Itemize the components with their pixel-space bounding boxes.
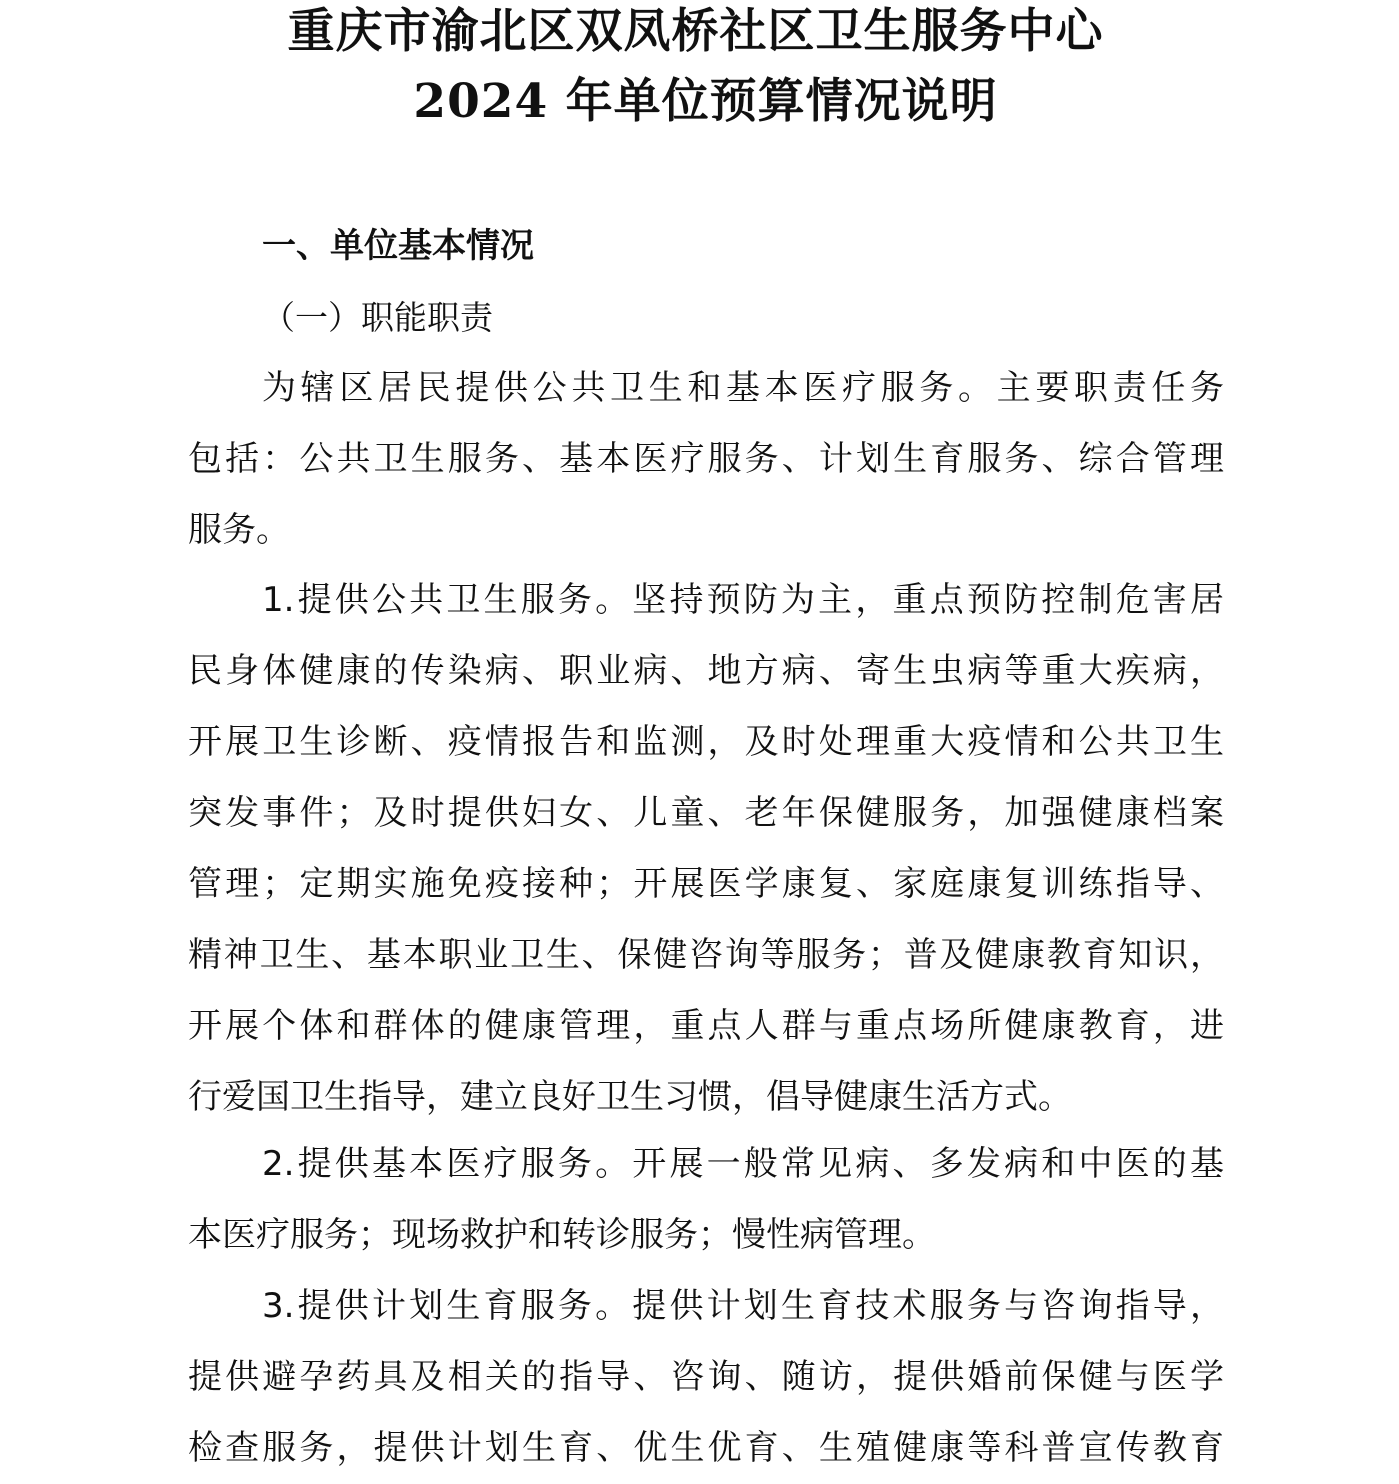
paragraph-line: 包括：公共卫生服务、基本医疗服务、计划生育服务、综合管理	[188, 439, 1224, 479]
paragraph-intro	[188, 353, 1248, 566]
paragraph-line: 服务。	[188, 510, 290, 550]
paragraph-line: 2.提供基本医疗服务。开展一般常见病、多发病和中医的基	[262, 1144, 1224, 1184]
paragraph-line: 3.提供计划生育服务。提供计划生育技术服务与咨询指导，	[262, 1286, 1224, 1326]
paragraph-line: 为辖区居民提供公共卫生和基本医疗服务。主要职责任务	[262, 368, 1224, 408]
paragraph-line: 行爱国卫生指导，建立良好卫生习惯，倡导健康生活方式。	[188, 1077, 1072, 1117]
paragraph-line: 1.提供公共卫生服务。坚持预防为主，重点预防控制危害居	[262, 580, 1224, 620]
subsection-heading-duties: （一）职能职责	[262, 298, 493, 337]
paragraph-basic-medical	[188, 1129, 1248, 1271]
paragraph-line: 本医疗服务；现场救护和转诊服务；慢性病管理。	[188, 1215, 936, 1255]
document-title-line2: 2024 年单位预算情况说明	[413, 74, 998, 129]
paragraph-line: 开展个体和群体的健康管理，重点人群与重点场所健康教育，进	[188, 1006, 1224, 1046]
paragraph-line: 精神卫生、基本职业卫生、保健咨询等服务；普及健康教育知识，	[188, 935, 1224, 975]
paragraph-line: 检查服务，提供计划生育、优生优育、生殖健康等科普宣传教育	[188, 1428, 1224, 1468]
paragraph-line: 开展卫生诊断、疫情报告和监测，及时处理重大疫情和公共卫生	[188, 722, 1224, 762]
paragraph-line: 民身体健康的传染病、职业病、地方病、寄生虫病等重大疾病，	[188, 651, 1224, 691]
paragraph-family-planning	[188, 1271, 1248, 1484]
paragraph-line: 管理；定期实施免疫接种；开展医学康复、家庭康复训练指导、	[188, 864, 1224, 904]
paragraph-line: 突发事件；及时提供妇女、儿童、老年保健服务，加强健康档案	[188, 793, 1224, 833]
paragraph-line: 提供避孕药具及相关的指导、咨询、随访，提供婚前保健与医学	[188, 1357, 1224, 1397]
section-heading-basic-info: 一、单位基本情况	[262, 226, 534, 266]
document-title-line1: 重庆市渝北区双凤桥社区卫生服务中心	[287, 4, 1104, 59]
paragraph-public-health	[188, 565, 1248, 1133]
